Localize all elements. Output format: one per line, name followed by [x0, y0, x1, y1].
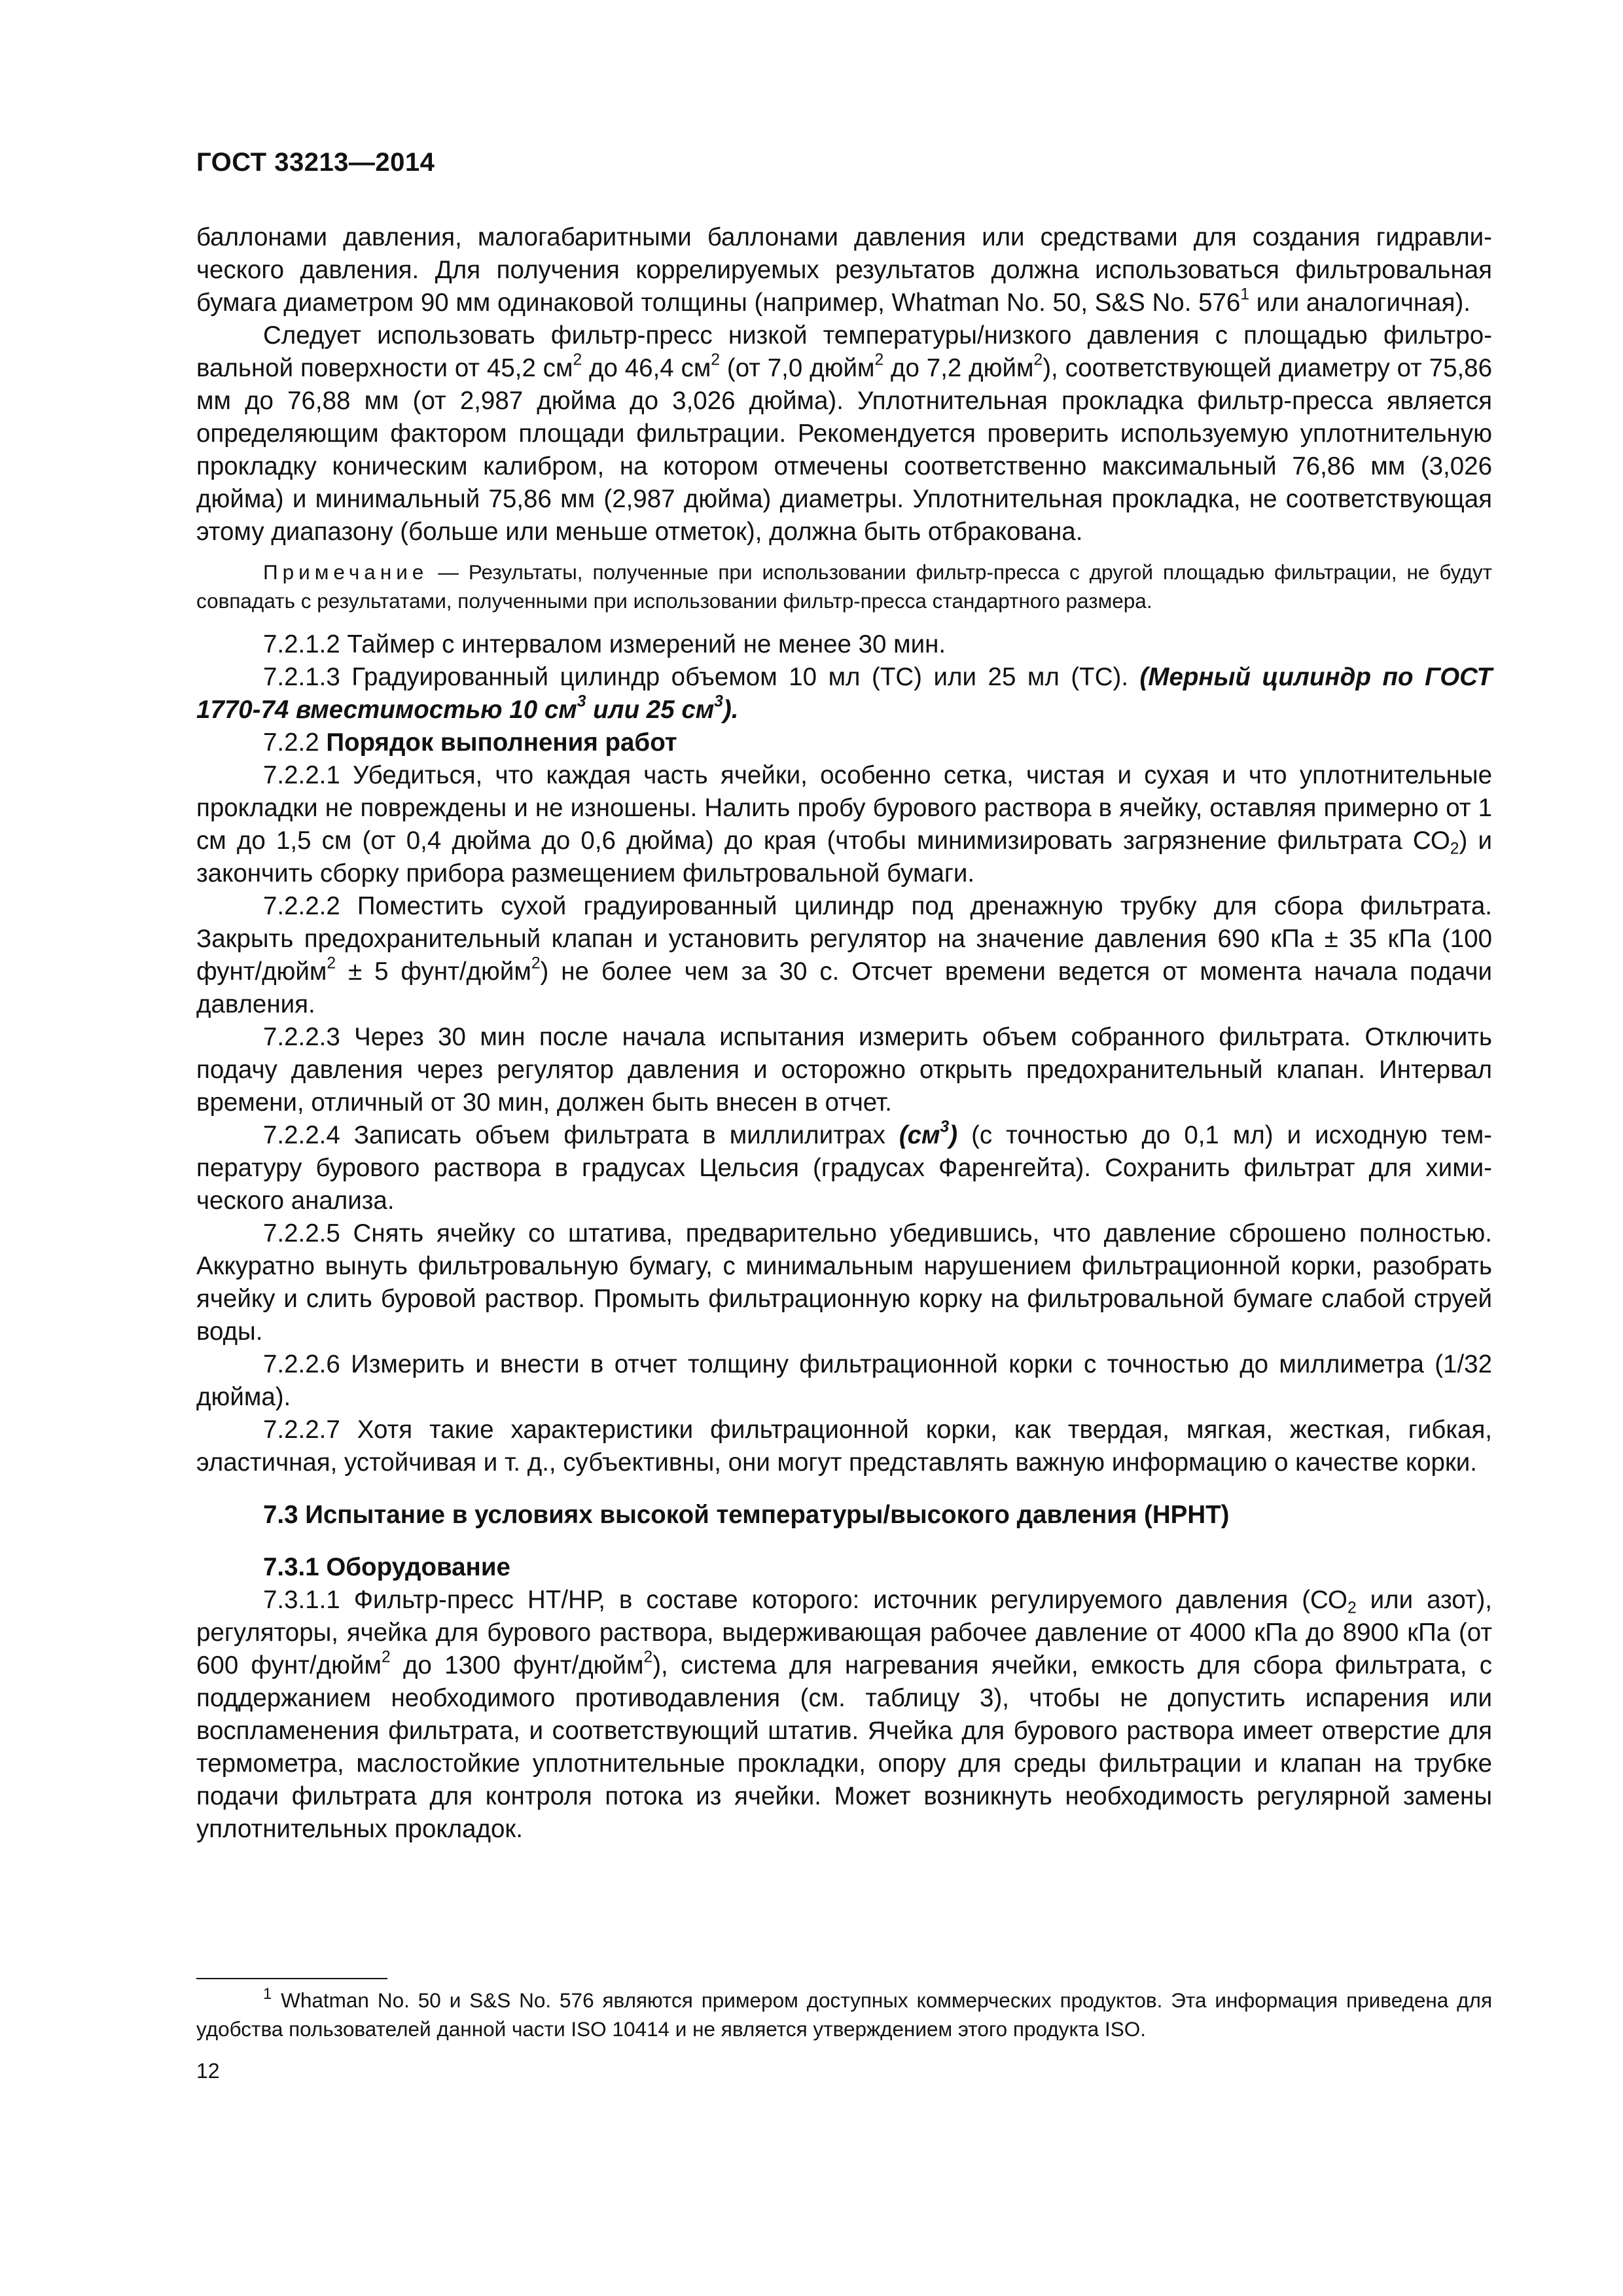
- body-text: [196, 221, 1492, 1846]
- page-number: 12: [196, 2059, 220, 2083]
- paragraph: 7.2.2.1 Убедиться, что каждая часть ячейки, особенно сетка, чистая и сухая и что уплотнительные прокладки не повреждены и не изношены. Налить пробу бурового раствора в ячейку, оставляя примерно от 1 см до 1,5 см (от 0,4 дюйма до 0,6 дюйма) до края (чтобы минимизировать загрязнение фильтрата $СО_2$) и закончить сборку прибора размещением фильтровальной бумаги.: [196, 761, 1492, 888]
- note: Примечание — Результаты, полученные при использовании фильтр-пресса с другой площадью фильтрации, не будут совпадать с результатами, полученными при использовании фильтр-пресса стандартного размера.: [196, 560, 1492, 613]
- subsection-heading: 7.2.2 Порядок выполнения работ: [263, 728, 677, 757]
- paragraph: 7.2.1.3 Градуированный цилиндр объемом 10 мл (ТС) или 25 мл (ТС). (Мерный цилиндр по ГОСТ 1770-74 вместимостью 10 $см^3$ или 25 $см^3$).: [196, 663, 1492, 724]
- note-label: Примечание: [263, 560, 429, 584]
- footnote-marker: 1: [263, 1986, 272, 2003]
- section-heading: 7.3 Испытание в условиях высокой температуры/высокого давления (НРНТ): [263, 1501, 1230, 1529]
- paragraph: 7.2.2.2 Поместить сухой градуированный цилиндр под дренажную трубку для сбора фильтрата. Закрыть предохранительный клапан и установить регулятор на значение давления 690 кПа ± 35 кПа (100 фунт/дюйм$^2$ ± 5 фунт/дюйм$^2$) не более чем за 30 с. Отсчет времени ведется от момента начала подачи давления.: [196, 892, 1492, 1018]
- paragraph: Следует использовать фильтр-пресс низкой температуры/низкого давления с площадью фильтровальной поверхности от 45,2 $см^2$ до 46,4 $см^2$ (от 7,0 дюйм$^2$ до 7,2 дюйм$^2$), соответствующей диаметру от 75,86 мм до 76,88 мм (от 2,987 дюйма до 3,026 дюйма). Уплотнительная прокладка фильтр-пресса является определяющим фактором площади фильтрации. Рекомендуется проверить используемую уплотнительную прокладку коническим калибром, на котором отмечены соответственно максимальный 76,86 мм (3,026 дюйма) и минимальный 75,86 мм (2,987 дюйма) диаметры. Уплотнительная прокладка, не соответствующая этому диапазону (больше или меньше отметок), должна быть отбракована.: [196, 321, 1493, 546]
- paragraph: 7.2.2.6 Измерить и внести в отчет толщину фильтрационной корки с точностью до миллиметра (1/32 дюйма).: [196, 1350, 1492, 1411]
- footnote: $^1$ Whatman No. 50 и S&S No. 576 являются примером доступных коммерческих продуктов. Эта информация приведена для удобства пользователей данной части ISO 10414 и не является утверждением этого продукта ISO.: [196, 1986, 1492, 2041]
- paragraph: 7.2.2.4 Записать объем фильтрата в миллилитрах $(см^3)$ (с точностью до 0,1 мл) и исходную температуру бурового раствора в градусах Цельсия (градусах Фаренгейта). Сохранить фильтрат для химического анализа.: [196, 1118, 1492, 1215]
- footnote-ref[interactable]: 1: [1240, 285, 1250, 304]
- paragraph: баллонами давления, малогабаритными баллонами давления или средствами для создания гидравлического давления. Для получения коррелируемых результатов должна использоваться фильтровальная бумага диаметром 90 мм одинаковой толщины (например, Whatman No. 50, S&S No. $576^1$ или аналогичная).: [196, 223, 1492, 317]
- paragraph: 7.2.2.7 Хотя такие характеристики фильтрационной корки, как твердая, мягкая, жесткая, гибкая, эластичная, устойчивая и т. д., субъективны, они могут представлять важную информацию о качестве корки.: [196, 1416, 1492, 1477]
- page-header: ГОСТ 33213—2014: [196, 148, 435, 177]
- subsection-heading: 7.3.1 Оборудование: [263, 1553, 510, 1581]
- footnote-divider: [196, 1978, 387, 1979]
- paragraph: 7.2.2.5 Снять ячейку со штатива, предварительно убедившись, что давление сброшено полностью. Аккуратно вынуть фильтровальную бумагу, с минимальным нарушением фильтрационной корки, разобрать ячейку и слить буровой раствор. Промыть фильтрационную корку на фильтровальной бумаге слабой струей воды.: [196, 1219, 1492, 1346]
- paragraph: 7.3.1.1 Фильтр-пресс НТ/НР, в составе которого: источник регулируемого давления ($СО_2$ или азот), регуляторы, ячейка для бурового раствора, выдерживающая рабочее давление от 4000 кПа до 8900 кПа (от 600 фунт/дюйм$^2$ до 1300 фунт/дюйм$^2$), система для нагревания ячейки, емкость для сбора фильтрата, с поддержанием необходимого противодавления (см. таблицу 3), чтобы не допустить испарения или воспламенения фильтрата, и соответствующий штатив. Ячейка для бурового раствора имеет отверстие для термометра, маслостойкие уплотнительные прокладки, опору для среды фильтрации и клапан на трубке подачи фильтрата для контроля потока из ячейки. Может возникнуть необходимость регулярной замены уплотнительных прокладок.: [196, 1586, 1492, 1843]
- paragraph: 7.2.2.3 Через 30 мин после начала испытания измерить объем собранного фильтрата. Отключить подачу давления через регулятор давления и осторожно открыть предохранительный клапан. Интервал времени, отличный от 30 мин, должен быть внесен в отчет.: [196, 1023, 1492, 1117]
- paragraph: 7.2.1.2 Таймер с интервалом измерений не менее 30 мин.: [263, 630, 946, 658]
